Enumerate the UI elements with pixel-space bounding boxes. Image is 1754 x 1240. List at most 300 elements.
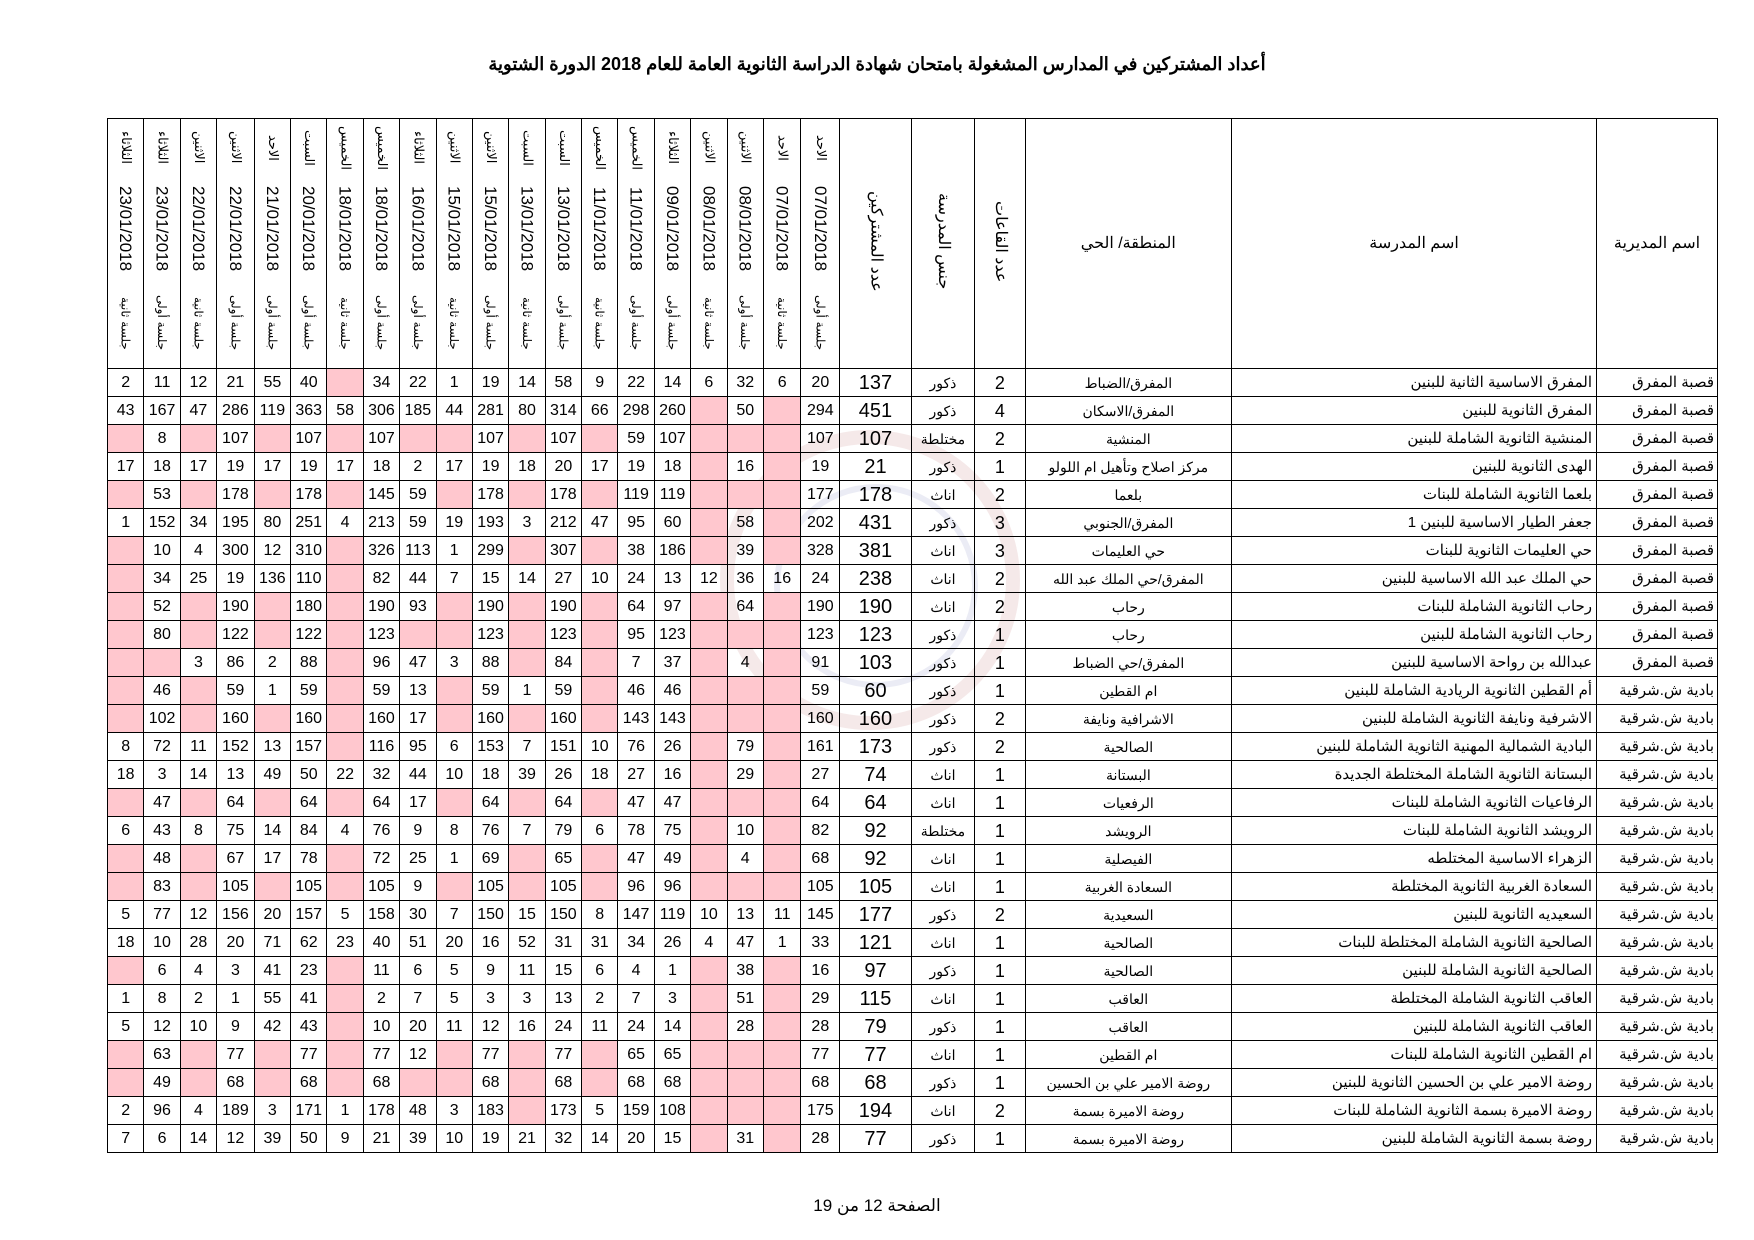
session-count-cell: 363	[291, 397, 327, 425]
session-count-cell: 4	[618, 957, 654, 985]
school-name-cell: الصالحية الثانوية الشاملة المختلطة للبنات	[1232, 929, 1597, 957]
participants-count-cell: 177	[840, 901, 912, 929]
session-count-cell: 50	[291, 761, 327, 789]
session-date-header	[144, 179, 180, 281]
session-name-header	[727, 281, 763, 369]
session-count-cell	[254, 1069, 290, 1097]
session-count-cell	[436, 481, 472, 509]
session-count-cell: 8	[144, 425, 180, 453]
session-count-cell	[582, 621, 618, 649]
school-name-cell: رحاب الثانوية الشاملة للبنين	[1232, 621, 1597, 649]
directorate-cell: قصبة المفرق	[1597, 537, 1718, 565]
directorate-cell: بادية ش.شرقية	[1597, 873, 1718, 901]
session-count-cell: 6	[108, 817, 144, 845]
session-count-cell: 55	[254, 985, 290, 1013]
directorate-cell: قصبة المفرق	[1597, 509, 1718, 537]
table-row	[108, 425, 1718, 453]
school-name-cell: الصالحية الثانوية الشاملة للبنين	[1232, 957, 1597, 985]
session-count-cell: 18	[509, 453, 545, 481]
session-count-cell	[509, 1069, 545, 1097]
session-count-cell	[108, 957, 144, 985]
session-count-cell: 105	[217, 873, 255, 901]
session-count-cell: 43	[108, 397, 144, 425]
directorate-cell: بادية ش.شرقية	[1597, 705, 1718, 733]
session-date-header-label: 22/01/2018	[225, 185, 245, 272]
area-cell: رحاب	[1025, 593, 1232, 621]
session-count-cell: 65	[545, 845, 581, 873]
area-cell: المنشية	[1025, 425, 1232, 453]
session-count-cell: 12	[180, 901, 216, 929]
session-count-cell: 12	[180, 369, 216, 397]
area-cell: ام القطين	[1025, 677, 1232, 705]
session-count-cell: 6	[763, 369, 801, 397]
session-count-cell: 79	[545, 817, 581, 845]
school-name-cell: روضة بسمة الثانوية الشاملة للبنين	[1232, 1125, 1597, 1153]
session-count-cell: 156	[217, 901, 255, 929]
session-day-header-label: الثلاثاء	[410, 131, 426, 164]
session-count-cell: 178	[545, 481, 581, 509]
session-count-cell: 178	[472, 481, 508, 509]
table-row	[108, 845, 1718, 873]
table-row	[108, 1041, 1718, 1069]
session-count-cell: 40	[291, 369, 327, 397]
participants-count-cell: 160	[840, 705, 912, 733]
session-count-cell: 82	[801, 817, 840, 845]
session-count-cell: 95	[618, 509, 654, 537]
halls-cell: 2	[975, 369, 1025, 397]
session-date-header-label: 16/01/2018	[408, 185, 428, 272]
area-cell: الرويشد	[1025, 817, 1232, 845]
session-count-cell: 178	[217, 481, 255, 509]
session-count-cell: 69	[472, 845, 508, 873]
session-count-cell: 95	[618, 621, 654, 649]
session-count-cell: 97	[654, 593, 690, 621]
session-count-cell: 28	[801, 1125, 840, 1153]
session-name-header	[144, 281, 180, 369]
session-count-cell	[180, 593, 216, 621]
session-count-cell: 65	[654, 1041, 690, 1069]
session-count-cell: 123	[545, 621, 581, 649]
session-count-cell: 44	[436, 397, 472, 425]
participants-count-cell: 431	[840, 509, 912, 537]
session-day-header-label: السبت	[519, 129, 535, 166]
session-count-cell: 23	[291, 957, 327, 985]
session-count-cell	[327, 369, 363, 397]
session-count-cell: 16	[801, 957, 840, 985]
area-cell: العاقب	[1025, 1013, 1232, 1041]
session-count-cell: 43	[291, 1013, 327, 1041]
session-count-cell: 10	[436, 761, 472, 789]
session-count-cell: 19	[472, 453, 508, 481]
session-count-cell: 3	[217, 957, 255, 985]
session-count-cell: 7	[618, 649, 654, 677]
session-count-cell	[436, 1069, 472, 1097]
session-count-cell: 41	[291, 985, 327, 1013]
session-count-cell	[763, 761, 801, 789]
participants-count-cell: 21	[840, 453, 912, 481]
session-count-cell: 72	[144, 733, 180, 761]
session-count-cell: 310	[291, 537, 327, 565]
session-count-cell: 12	[472, 1013, 508, 1041]
session-day-header	[327, 119, 363, 180]
session-count-cell: 86	[217, 649, 255, 677]
session-count-cell	[763, 733, 801, 761]
area-cell: مركز اصلاح وتأهيل ام اللولو	[1025, 453, 1232, 481]
session-date-header-label: 15/01/2018	[444, 185, 464, 272]
school-name-cell: بلعما الثانوية الشاملة للبنات	[1232, 481, 1597, 509]
session-count-cell: 18	[108, 929, 144, 957]
participants-table	[107, 118, 1718, 1153]
directorate-cell: قصبة المفرق	[1597, 565, 1718, 593]
gender-header	[911, 119, 974, 369]
session-count-cell	[582, 425, 618, 453]
session-count-cell	[180, 425, 216, 453]
session-date-header	[217, 179, 255, 281]
session-count-cell	[254, 593, 290, 621]
halls-cell: 1	[975, 873, 1025, 901]
session-count-cell: 49	[254, 761, 290, 789]
session-count-cell: 44	[400, 565, 436, 593]
gender-cell: اناث	[911, 537, 974, 565]
session-count-cell: 6	[582, 817, 618, 845]
session-count-cell: 23	[327, 929, 363, 957]
session-count-cell: 160	[291, 705, 327, 733]
session-count-cell: 77	[472, 1041, 508, 1069]
session-name-header-label: جلسة أولى	[813, 295, 828, 351]
session-count-cell: 58	[327, 397, 363, 425]
session-count-cell: 9	[472, 957, 508, 985]
session-day-header	[291, 119, 327, 180]
session-date-header	[108, 179, 144, 281]
session-count-cell: 10	[582, 733, 618, 761]
session-name-header-label: جلسة ثانية	[519, 296, 534, 350]
session-count-cell	[400, 1069, 436, 1097]
session-count-cell: 7	[108, 1125, 144, 1153]
halls-cell: 2	[975, 733, 1025, 761]
session-count-cell: 11	[363, 957, 399, 985]
session-count-cell: 15	[545, 957, 581, 985]
participants-count-cell: 105	[840, 873, 912, 901]
session-count-cell	[763, 649, 801, 677]
session-count-cell: 75	[654, 817, 690, 845]
session-count-cell: 193	[472, 509, 508, 537]
session-count-cell	[327, 1041, 363, 1069]
session-day-header	[618, 119, 654, 180]
session-count-cell	[691, 649, 727, 677]
halls-cell: 2	[975, 565, 1025, 593]
session-count-cell: 14	[254, 817, 290, 845]
school-name-cell: عبدالله بن رواحة الاساسية للبنين	[1232, 649, 1597, 677]
session-count-cell: 9	[400, 817, 436, 845]
session-count-cell: 286	[217, 397, 255, 425]
halls-cell: 1	[975, 957, 1025, 985]
session-count-cell	[436, 425, 472, 453]
session-count-cell	[327, 733, 363, 761]
participants-count-cell: 173	[840, 733, 912, 761]
session-count-cell: 8	[436, 817, 472, 845]
session-count-cell: 96	[618, 873, 654, 901]
session-count-cell: 11	[582, 1013, 618, 1041]
gender-cell: اناث	[911, 929, 974, 957]
session-count-cell: 33	[801, 929, 840, 957]
session-count-cell	[509, 789, 545, 817]
session-count-cell	[691, 705, 727, 733]
session-count-cell	[180, 1041, 216, 1069]
school-name-cell: أم القطين الثانوية الريادية الشاملة للبنين	[1232, 677, 1597, 705]
session-count-cell	[509, 845, 545, 873]
session-count-cell	[691, 425, 727, 453]
school-name-cell: المفرق الاساسية الثانية للبنين	[1232, 369, 1597, 397]
session-count-cell	[582, 845, 618, 873]
session-count-cell	[180, 1069, 216, 1097]
session-count-cell: 66	[582, 397, 618, 425]
session-count-cell: 47	[618, 789, 654, 817]
session-count-cell	[727, 481, 763, 509]
session-count-cell: 212	[545, 509, 581, 537]
session-name-header	[763, 281, 801, 369]
gender-cell: اناث	[911, 845, 974, 873]
session-date-header	[180, 179, 216, 281]
session-count-cell: 7	[618, 985, 654, 1013]
session-count-cell	[180, 789, 216, 817]
session-count-cell	[691, 957, 727, 985]
session-count-cell: 13	[654, 565, 690, 593]
session-count-cell: 4	[691, 929, 727, 957]
school-name-cell: السعادة الغربية الثانوية المختلطة	[1232, 873, 1597, 901]
area-cell: المفرق/الجنوبي	[1025, 509, 1232, 537]
session-count-cell	[509, 537, 545, 565]
session-count-cell	[727, 677, 763, 705]
session-count-cell	[509, 1041, 545, 1069]
session-count-cell: 58	[727, 509, 763, 537]
session-count-cell: 152	[217, 733, 255, 761]
session-count-cell: 49	[654, 845, 690, 873]
session-count-cell	[327, 845, 363, 873]
directorate-cell: قصبة المفرق	[1597, 593, 1718, 621]
session-day-header	[363, 119, 399, 180]
session-name-header	[108, 281, 144, 369]
area-cell: البستانة	[1025, 761, 1232, 789]
table-row	[108, 537, 1718, 565]
session-count-cell: 71	[254, 929, 290, 957]
session-count-cell: 202	[801, 509, 840, 537]
session-count-cell: 19	[217, 565, 255, 593]
session-count-cell: 59	[618, 425, 654, 453]
session-count-cell: 11	[180, 733, 216, 761]
session-count-cell: 68	[363, 1069, 399, 1097]
session-count-cell: 175	[801, 1097, 840, 1125]
directorate-cell: بادية ش.شرقية	[1597, 957, 1718, 985]
table-row	[108, 1097, 1718, 1125]
session-count-cell	[691, 817, 727, 845]
directorate-cell: بادية ش.شرقية	[1597, 901, 1718, 929]
session-count-cell: 39	[400, 1125, 436, 1153]
session-day-header-label: الاحد	[812, 134, 828, 161]
session-count-cell	[254, 425, 290, 453]
session-name-header	[545, 281, 581, 369]
session-day-header	[691, 119, 727, 180]
table-row	[108, 929, 1718, 957]
session-count-cell: 88	[472, 649, 508, 677]
session-count-cell: 62	[291, 929, 327, 957]
participants-count-cell: 451	[840, 397, 912, 425]
session-count-cell: 31	[582, 929, 618, 957]
session-count-cell: 4	[327, 817, 363, 845]
session-count-cell: 68	[618, 1069, 654, 1097]
session-count-cell: 183	[472, 1097, 508, 1125]
session-count-cell: 20	[801, 369, 840, 397]
session-count-cell: 123	[801, 621, 840, 649]
session-count-cell: 107	[801, 425, 840, 453]
session-count-cell: 190	[545, 593, 581, 621]
directorate-cell: قصبة المفرق	[1597, 649, 1718, 677]
table-row	[108, 957, 1718, 985]
session-count-cell: 6	[691, 369, 727, 397]
halls-cell: 1	[975, 621, 1025, 649]
area-cell: الصالحية	[1025, 733, 1232, 761]
session-count-cell: 68	[217, 1069, 255, 1097]
session-count-cell: 16	[509, 1013, 545, 1041]
session-count-cell: 2	[582, 985, 618, 1013]
session-count-cell: 10	[436, 1125, 472, 1153]
participants-count-cell: 178	[840, 481, 912, 509]
directorate-cell: بادية ش.شرقية	[1597, 1069, 1718, 1097]
session-count-cell: 2	[180, 985, 216, 1013]
session-count-cell: 42	[254, 1013, 290, 1041]
session-count-cell: 32	[363, 761, 399, 789]
session-count-cell: 1	[436, 845, 472, 873]
session-count-cell	[108, 873, 144, 901]
session-count-cell	[180, 481, 216, 509]
session-count-cell: 28	[727, 1013, 763, 1041]
participants-count-cell: 79	[840, 1013, 912, 1041]
session-count-cell: 43	[144, 817, 180, 845]
session-name-header	[400, 281, 436, 369]
session-day-header-label: الثلاثاء	[154, 131, 170, 164]
area-cell: روضة الاميرة بسمة	[1025, 1125, 1232, 1153]
session-count-cell	[509, 649, 545, 677]
session-count-cell	[180, 873, 216, 901]
session-name-header-label: جلسة أولى	[738, 295, 753, 351]
session-date-header	[654, 179, 690, 281]
area-cell: المفرق/الضباط	[1025, 369, 1232, 397]
session-date-header-label: 23/01/2018	[116, 185, 136, 272]
session-count-cell: 39	[727, 537, 763, 565]
area-header	[1025, 119, 1232, 369]
session-count-cell: 31	[727, 1125, 763, 1153]
session-count-cell: 59	[801, 677, 840, 705]
table-row	[108, 481, 1718, 509]
session-count-cell	[327, 705, 363, 733]
session-count-cell: 76	[618, 733, 654, 761]
session-count-cell: 26	[654, 929, 690, 957]
session-date-header-label: 13/01/2018	[517, 185, 537, 272]
session-count-cell: 1	[327, 1097, 363, 1125]
school-name-cell: الرويشد الثانوية الشاملة للبنات	[1232, 817, 1597, 845]
session-count-cell	[327, 537, 363, 565]
session-count-cell: 17	[254, 453, 290, 481]
session-name-header	[217, 281, 255, 369]
halls-cell: 1	[975, 845, 1025, 873]
session-count-cell: 5	[108, 901, 144, 929]
participants-count-cell: 68	[840, 1069, 912, 1097]
session-count-cell: 8	[180, 817, 216, 845]
halls-header-label: عدد القاعات	[991, 200, 1009, 283]
session-count-cell	[254, 1041, 290, 1069]
session-day-header	[217, 119, 255, 180]
session-count-cell	[763, 593, 801, 621]
session-date-header	[618, 179, 654, 281]
session-day-header	[727, 119, 763, 180]
session-name-header-label: جلسة أولى	[665, 295, 680, 351]
session-count-cell	[327, 873, 363, 901]
session-date-header-label: 11/01/2018	[590, 186, 610, 271]
session-count-cell	[509, 481, 545, 509]
session-count-cell: 31	[545, 929, 581, 957]
session-count-cell	[727, 621, 763, 649]
participants-count-cell: 190	[840, 593, 912, 621]
session-name-header-label: جلسة أولى	[155, 295, 170, 351]
session-name-header	[618, 281, 654, 369]
session-date-header-label: 08/01/2018	[735, 185, 755, 272]
session-name-header-label: جلسة أولى	[629, 295, 644, 351]
session-count-cell: 27	[618, 761, 654, 789]
session-count-cell: 17	[400, 789, 436, 817]
session-count-cell: 46	[144, 677, 180, 705]
session-count-cell: 300	[217, 537, 255, 565]
session-count-cell: 58	[545, 369, 581, 397]
session-count-cell: 64	[618, 593, 654, 621]
session-count-cell: 1	[436, 537, 472, 565]
session-day-header-label: السبت	[301, 129, 317, 166]
session-count-cell	[727, 425, 763, 453]
session-count-cell	[582, 481, 618, 509]
session-count-cell: 2	[400, 453, 436, 481]
session-count-cell: 20	[436, 929, 472, 957]
session-count-cell: 64	[291, 789, 327, 817]
session-count-cell: 190	[217, 593, 255, 621]
session-day-header-label: الخميس	[337, 125, 353, 170]
session-count-cell	[691, 873, 727, 901]
session-count-cell: 4	[727, 649, 763, 677]
session-count-cell	[400, 621, 436, 649]
session-count-cell: 9	[327, 1125, 363, 1153]
session-count-cell: 116	[363, 733, 399, 761]
session-count-cell: 34	[180, 509, 216, 537]
session-name-header	[801, 281, 840, 369]
session-count-cell: 64	[217, 789, 255, 817]
session-count-cell: 107	[291, 425, 327, 453]
session-count-cell: 10	[144, 929, 180, 957]
session-day-header	[436, 119, 472, 180]
session-date-header-label: 18/01/2018	[371, 185, 391, 272]
session-count-cell: 6	[436, 733, 472, 761]
session-count-cell: 10	[582, 565, 618, 593]
area-cell: الاشرافية ونايفة	[1025, 705, 1232, 733]
session-count-cell: 3	[436, 1097, 472, 1125]
session-count-cell: 14	[509, 565, 545, 593]
session-count-cell	[582, 677, 618, 705]
session-count-cell	[108, 621, 144, 649]
session-count-cell: 24	[618, 565, 654, 593]
session-count-cell: 8	[108, 733, 144, 761]
session-count-cell: 123	[472, 621, 508, 649]
session-count-cell: 6	[144, 1125, 180, 1153]
session-count-cell: 59	[472, 677, 508, 705]
session-count-cell: 1	[436, 369, 472, 397]
participants-count-cell: 238	[840, 565, 912, 593]
session-count-cell	[691, 481, 727, 509]
